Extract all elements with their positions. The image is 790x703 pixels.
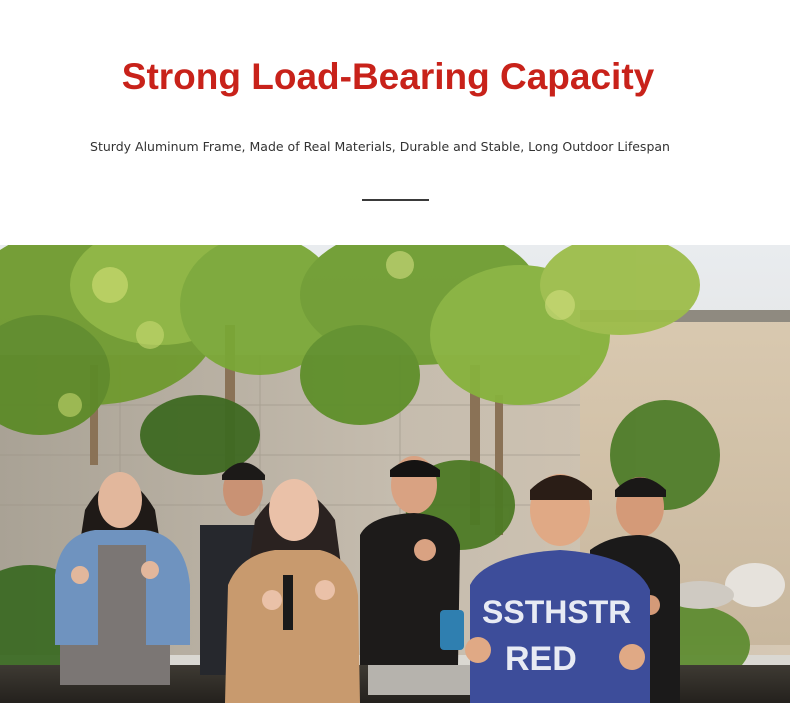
sweater-text-top: SSTHSTR bbox=[482, 594, 632, 630]
header-section bbox=[0, 0, 790, 245]
group-photo bbox=[0, 245, 790, 703]
sweater-text-bottom: RED bbox=[505, 640, 577, 678]
page-subtitle: Sturdy Aluminum Frame, Made of Real Materials, Durable and Stable, Long Outdoor Lifespan bbox=[90, 139, 670, 154]
title-divider bbox=[362, 199, 429, 201]
page-title: Strong Load-Bearing Capacity bbox=[121, 56, 655, 97]
